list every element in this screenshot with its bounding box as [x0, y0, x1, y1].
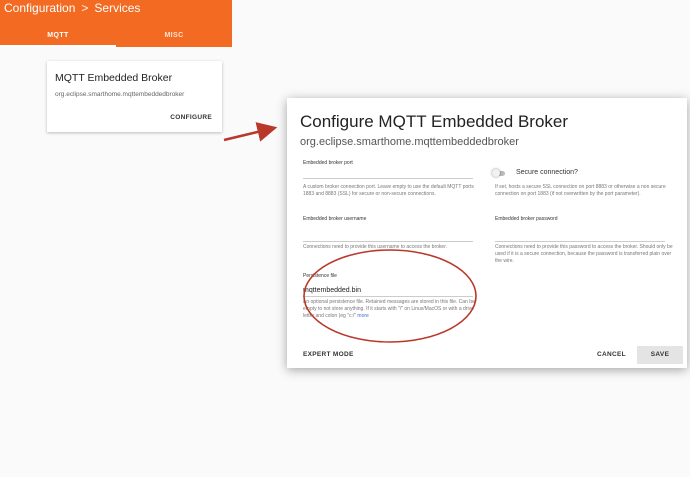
username-input[interactable] [303, 241, 473, 242]
persistence-help-text: An optional persistence file. Retained messages are stored in this file. Can be empty to not store anything. If it starts with "/" on Linux/MacOS or with a drive letter and colon (eg "c:/" [303, 299, 475, 319]
persistence-input[interactable]: mqttembedded.bin [303, 287, 361, 294]
breadcrumb-root[interactable]: Configuration [4, 1, 76, 15]
app-bar [0, 0, 232, 47]
annotation-arrow [224, 129, 270, 140]
tab-bar [0, 28, 232, 47]
configure-button[interactable]: CONFIGURE [170, 114, 212, 121]
secure-toggle[interactable] [492, 169, 506, 177]
port-label: Embedded broker port [303, 160, 353, 166]
username-label: Embedded broker username [303, 216, 367, 222]
port-input[interactable] [303, 178, 473, 179]
card-title: MQTT Embedded Broker [55, 72, 173, 84]
cancel-button[interactable]: CANCEL [597, 351, 626, 358]
dialog-title: Configure MQTT Embedded Broker [300, 112, 569, 131]
password-input[interactable] [495, 241, 665, 242]
breadcrumb-separator-icon: > [81, 1, 89, 15]
port-help: A custom broker connection port. Leave empty to use the default MQTT ports 1883 and 8883 (SSL) for secure or non-secure connections. [303, 184, 474, 197]
dialog-subtitle: org.eclipse.smarthome.mqttembeddedbroker [300, 136, 519, 148]
persistence-label: Persistence file [303, 273, 337, 279]
password-label: Embedded broker password [495, 216, 558, 222]
configure-dialog [287, 98, 687, 368]
username-help: Connections need to provide this username to access the broker. [303, 244, 447, 250]
secure-help: If set, hosts a secure SSL connection on port 8883 or otherwise a non secure connection on port 1883 (if not overwritten by the port parameter). [495, 184, 666, 197]
toggle-knob [492, 169, 500, 177]
tab-misc[interactable]: MISC [164, 32, 184, 39]
tab-mqtt[interactable]: MQTT [0, 28, 116, 47]
service-card [47, 61, 222, 132]
breadcrumb-current: Services [94, 1, 141, 15]
more-link[interactable]: more [357, 313, 369, 319]
secure-label: Secure connection? [516, 169, 578, 176]
password-help: Connections need to provide this password to access the broker. Should only be used if it is a secure connection, because the password is transferred plain over the wire. [495, 244, 673, 264]
save-button[interactable]: SAVE [637, 346, 683, 364]
card-subtitle: org.eclipse.smarthome.mqttembeddedbroker [55, 91, 185, 98]
breadcrumb [4, 1, 140, 15]
persistence-underline [303, 296, 473, 297]
persistence-help [303, 299, 475, 327]
expert-mode-button[interactable]: EXPERT MODE [303, 351, 354, 358]
